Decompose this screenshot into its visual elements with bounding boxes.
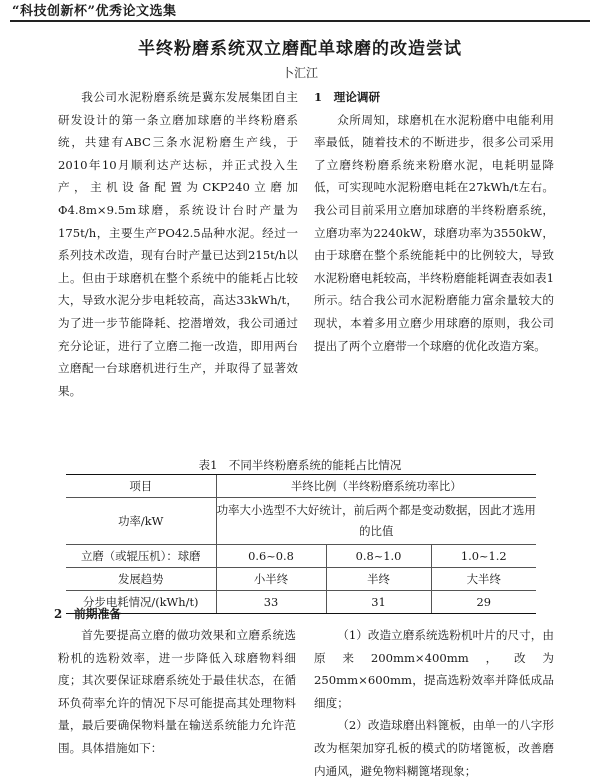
section2-heading: 2 前期准备 xyxy=(54,607,122,621)
trend-value: 大半终 xyxy=(431,568,536,591)
table-row-power xyxy=(66,498,536,545)
energy-value: 31 xyxy=(326,591,431,614)
section1-heading: 1 理论调研 xyxy=(314,90,381,104)
energy-label: 分步电耗情况/(kWh/t) xyxy=(66,591,216,614)
section1-paragraph: 众所周知，球磨机在水泥粉磨中电能利用率最低，随着技术的不断进步，很多公司采用了立磨终粉磨系统来粉磨水泥，电耗明显降低，可实现吨水泥粉磨电耗在27kWh/t左右。我公司目前采用立磨加球磨的半终粉磨系统，立磨功率为2240kW，球磨功率为3550kW，由于球磨在整个系统能耗中的比例较大，导致水泥粉磨电耗较高，半终粉磨能耗调查表如表1所示。结合我公司水泥粉磨能力富余量较大的现状，本着多用立磨少用球磨的原则，我公司提出了两个立磨带一个球磨的优化改造方案。 xyxy=(314,112,554,353)
trend-label: 发展趋势 xyxy=(66,568,216,591)
table-row-ratio xyxy=(66,545,536,568)
trend-value: 半终 xyxy=(326,568,431,591)
ratio-value: 0.8~1.0 xyxy=(326,545,431,568)
table-row-trend xyxy=(66,568,536,591)
section2-right-column xyxy=(314,624,554,782)
energy-value: 33 xyxy=(216,591,326,614)
table-header-row xyxy=(66,475,536,498)
author: 卜汇江 xyxy=(281,66,318,80)
journal-header: “科技创新杯”优秀论文选集 xyxy=(12,4,177,19)
power-label: 功率/kW xyxy=(66,498,216,545)
trend-value: 小半终 xyxy=(216,568,326,591)
ratio-value: 1.0~1.2 xyxy=(431,545,536,568)
paper-title: 半终粉磨系统双立磨配单球磨的改造尝试 xyxy=(138,39,462,59)
energy-value: 29 xyxy=(431,591,536,614)
measure-item-2: （2）改造球磨出料篦板，由单一的八字形改为框架加穿孔板的模式的防堵篦板，改善磨内通风，避免物料糊篦堵现象； xyxy=(314,718,554,778)
measure-item-1: （1）改造立磨系统选粉机叶片的尺寸，由原来200mm×400mm，改为250mm×600mm，提高选粉效率并降低成品细度； xyxy=(314,628,554,710)
table-row-energy xyxy=(66,591,536,614)
ratio-value: 0.6~0.8 xyxy=(216,545,326,568)
header-rule xyxy=(10,20,590,22)
right-column xyxy=(314,86,554,357)
table-caption: 表1 不同半终粉磨系统的能耗占比情况 xyxy=(198,458,402,472)
section2-paragraph: 首先要提高立磨的做功效果和立磨系统选粉机的选粉效率，进一步降低入球磨物料细度；其次要保证球磨系统处于最佳状态，在循环负荷率允许的情况下尽可能提高其处理物料量，最后要确保物料量在输送系统能力允许范围。具体措施如下： xyxy=(58,628,296,755)
left-column xyxy=(58,86,298,402)
intro-paragraph: 我公司水泥粉磨系统是冀东发展集团自主研发设计的第一条立磨加球磨的半终粉磨系统，共建有ABC三条水泥粉磨生产线，于2010年10月顺利达产达标，并正式投入生产，主机设备配置为CKP240立磨加Φ4.8m×9.5m球磨，系统设计台时产量为175t/h，主要生产PO42.5品种水泥。经过一系列技术改造，现有台时产量已达到215t/h以上。但由于球磨机在整个系统中的能耗占比较大，导致水泥分步电耗较高，高达33kWh/t，为了进一步节能降耗、挖潜增效，我公司通过充分论证，进行了立磨二拖一改造，即用两台立磨配一台球磨机进行生产，并取得了显著效果。 xyxy=(58,90,298,398)
table-header-item: 项目 xyxy=(66,475,216,498)
section2-left-column xyxy=(58,624,296,760)
ratio-label: 立磨（或辊压机）：球磨 xyxy=(66,545,216,568)
power-note: 功率大小选型不大好统计，前后两个都是变动数据，因此才选用的比值 xyxy=(216,498,536,545)
table-header-group: 半终比例（半终粉磨系统功率比） xyxy=(216,475,536,498)
energy-table xyxy=(66,474,536,614)
